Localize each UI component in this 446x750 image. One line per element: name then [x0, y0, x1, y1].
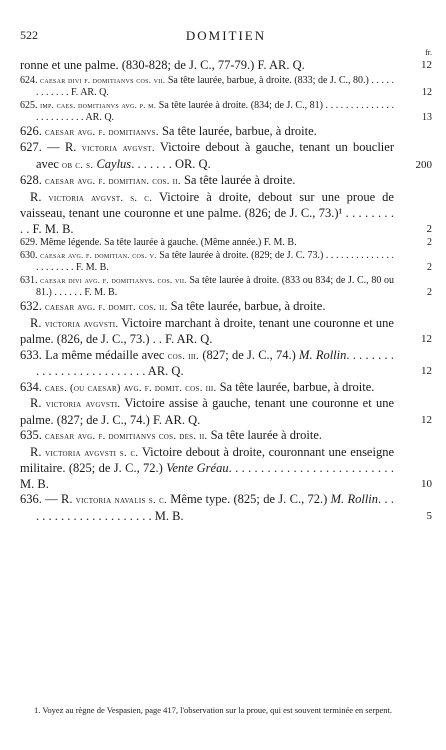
- entry-segment: . . . . . . . . . . . . . . . . . . . . . . . . . . AR. Q.: [36, 347, 395, 378]
- price-value: 2: [427, 262, 432, 273]
- entry-text: [20, 237, 394, 249]
- page: [20, 28, 432, 524]
- source-name: Caylus: [96, 156, 132, 171]
- coin-legend: victoria navalis s. c.: [75, 495, 167, 506]
- entry-segment: Victoire assise à gauche, tenant une couronne et une palme. (827; de J. C., 74.) F. AR. Q.: [20, 396, 394, 427]
- price-value: 13: [422, 111, 432, 123]
- source-name: Vente Gréau: [166, 461, 229, 475]
- catalog-entry: [20, 124, 432, 141]
- entry-segment: Victoire marchant à droite, tenant une couronne et une palme. (826, de J. C., 73.) . . F. AR. Q.: [20, 315, 394, 346]
- entry-segment: Sa tête laurée, barbue, à droite.: [158, 123, 317, 138]
- entry-segment: Sa tête laurée à droite. (829; de J. C. 73.) . . . . . . . . . . . . . . . . . . . . . . F. M. B.: [36, 250, 395, 273]
- entry-text: [20, 299, 394, 316]
- entry-text: [20, 99, 394, 124]
- price-value: 12: [421, 413, 432, 426]
- catalog-entry: [20, 237, 432, 249]
- entry-text: [20, 140, 394, 173]
- catalog-entry: [20, 274, 432, 299]
- entry-text: [20, 274, 394, 299]
- entry-segment: Sa tête laurée, barbue, à droite.: [167, 299, 326, 313]
- entry-segment: 632.: [20, 299, 45, 313]
- entry-segment: Sa tête laurée, barbue, à droite.: [216, 379, 375, 394]
- entry-segment: Sa tête laurée à droite.: [180, 173, 296, 187]
- catalog-entry: [20, 140, 432, 173]
- entry-segment: 629. Même légende. Sa tête laurée à gauche. (Même année.) F. M. B.: [20, 237, 297, 248]
- page-number: 522: [20, 28, 38, 42]
- price-value: 2: [426, 222, 432, 235]
- entry-text: [20, 124, 394, 141]
- catalog-entry: [20, 74, 432, 99]
- entry-segment: Sa tête laurée à droite. (834; de J. C., 81) . . . . . . . . . . . . . . . . . . . . . . . . AR. Q.: [36, 99, 395, 123]
- entry-text: [20, 316, 394, 348]
- entry-text: [20, 428, 394, 445]
- coin-legend: caesar avg. f. domitian. cos. ii.: [45, 176, 181, 187]
- catalog-entry: [20, 190, 432, 238]
- entry-segment: 630.: [20, 250, 41, 261]
- price-value: 10: [421, 477, 432, 490]
- entry-segment: 628.: [20, 173, 45, 187]
- catalog-entry: [20, 492, 432, 524]
- entry-text: [20, 445, 394, 493]
- entry-text: [20, 173, 394, 190]
- entry-segment: . . . . . . . OR. Q.: [131, 156, 211, 171]
- entry-text: [20, 249, 394, 274]
- coin-legend: caesar avg. f. domitian. cos. v.: [40, 250, 157, 260]
- catalog-entry: [20, 428, 432, 445]
- entry-segment: 624.: [20, 74, 41, 86]
- footnote: [24, 705, 412, 716]
- coin-legend: caesar avg. f. domitianvs.: [45, 126, 159, 138]
- entry-segment: R.: [30, 444, 46, 459]
- entry-text: [20, 58, 394, 74]
- coin-legend: victoria avgvst. s. c.: [48, 192, 153, 204]
- coin-legend: caesar divi f. domitianvs cos. vii.: [40, 74, 166, 85]
- coin-legend: ob c. s.: [62, 159, 94, 171]
- catalog-entry: [20, 380, 432, 397]
- entry-segment: 634.: [20, 379, 45, 394]
- coin-legend: cos. iii.: [167, 350, 200, 362]
- source-name: M. Rollin: [330, 492, 379, 506]
- price-value: 12: [421, 365, 432, 377]
- entry-segment: R.: [30, 396, 46, 410]
- catalog-entry: [20, 249, 432, 274]
- entry-segment: 627. — R.: [20, 140, 82, 154]
- entry-segment: Victoire debout à droite, couronnant une enseigne militaire. (825; de J. C., 72.): [20, 444, 395, 475]
- catalog-entry: [20, 299, 432, 316]
- catalog-entry: [20, 173, 432, 190]
- source-name: M. Rollin: [299, 347, 347, 362]
- coin-legend: victoria avgvsti s. c.: [45, 447, 139, 459]
- price-value: 12: [422, 86, 432, 98]
- price-value: 200: [415, 158, 432, 171]
- footnote-text: 1. Voyez au règne de Vespasien, page 417, l'observation sur la proue, qui est souvent terminée en serpent.: [34, 705, 392, 715]
- price-value: 2: [427, 287, 432, 298]
- entry-segment: Sa tête laurée, barbue, à droite. (833; de J. C., 80.) . . . . . . . . . . . . F. AR. Q.: [36, 74, 394, 98]
- entry-text: [20, 380, 394, 397]
- page-title: DOMITIEN: [185, 28, 267, 43]
- coin-legend: caesar avg. f. domit. cos. ii.: [45, 302, 168, 313]
- entry-segment: (827; de J. C., 74.): [199, 347, 300, 362]
- catalog-entry: [20, 99, 432, 124]
- price-value: 5: [426, 509, 432, 522]
- entry-text: [20, 74, 394, 99]
- entry-segment: Même type. (825; de J. C., 72.): [167, 492, 331, 506]
- running-header: [20, 28, 432, 46]
- entry-segment: 635.: [20, 428, 45, 442]
- entry-segment: 631.: [20, 275, 41, 286]
- price-value: 2: [427, 237, 432, 248]
- price-value: 12: [421, 59, 432, 71]
- catalog-entry: [20, 348, 432, 380]
- coin-legend: imp. caes. domitianvs avg. p. m.: [40, 99, 157, 110]
- catalog-entry: [20, 396, 432, 428]
- price-unit-label: fr.: [425, 48, 432, 57]
- entry-segment: 636. — R.: [20, 492, 76, 506]
- entry-segment: . . . . . . . . . . . . . . . . . . . . . . . . . . M. B.: [20, 461, 394, 491]
- entry-segment: Sa tête laurée à droite. (833 ou 834; de J. C., 80 ou 81.) . . . . . . F. M. B.: [36, 275, 395, 298]
- entry-text: [20, 492, 394, 524]
- coin-legend: caesar avg. f. domitianvs cos. des. ii.: [45, 431, 208, 442]
- coin-legend: caesar divi avg. f. domitianvs. cos. vii.: [40, 275, 187, 285]
- entry-segment: . . . . . . . . . . . . . . . . . . . . . . M. B.: [36, 492, 395, 523]
- entry-segment: 625.: [20, 99, 41, 111]
- coin-legend: caes. (ou caesar) avg. f. domit. cos. iii.: [45, 382, 217, 394]
- coin-legend: victoria avgvsti.: [45, 399, 121, 410]
- entry-segment: R.: [30, 315, 45, 330]
- entry-text: [20, 348, 394, 380]
- entry-segment: R.: [30, 189, 49, 204]
- entry-text: [20, 190, 394, 238]
- catalog-entry: [20, 58, 432, 74]
- price-value: 12: [421, 333, 432, 345]
- entry-segment: ronne et une palme. (830-828; de J. C., 77-79.) F. AR. Q.: [20, 58, 305, 72]
- entry-segment: Sa tête laurée à droite.: [207, 428, 323, 442]
- entry-segment: Victoire à droite, debout sur une proue de vaisseau, tenant une couronne et une palme. (826; de J. C., 73.)¹ . . . . . . . . . . F. M. B.: [20, 189, 394, 236]
- entry-text: [20, 396, 394, 428]
- entry-segment: 633. La même médaille avec: [20, 347, 168, 362]
- coin-legend: victoria avgvst.: [81, 143, 155, 154]
- coin-legend: victoria avgvsti.: [44, 318, 119, 330]
- entry-segment: 626.: [20, 123, 45, 138]
- catalog-entries: [20, 58, 432, 524]
- catalog-entry: [20, 316, 432, 348]
- catalog-entry: [20, 445, 432, 493]
- entry-segment: Victoire debout à gauche, tenant un bouclier avec: [36, 140, 394, 171]
